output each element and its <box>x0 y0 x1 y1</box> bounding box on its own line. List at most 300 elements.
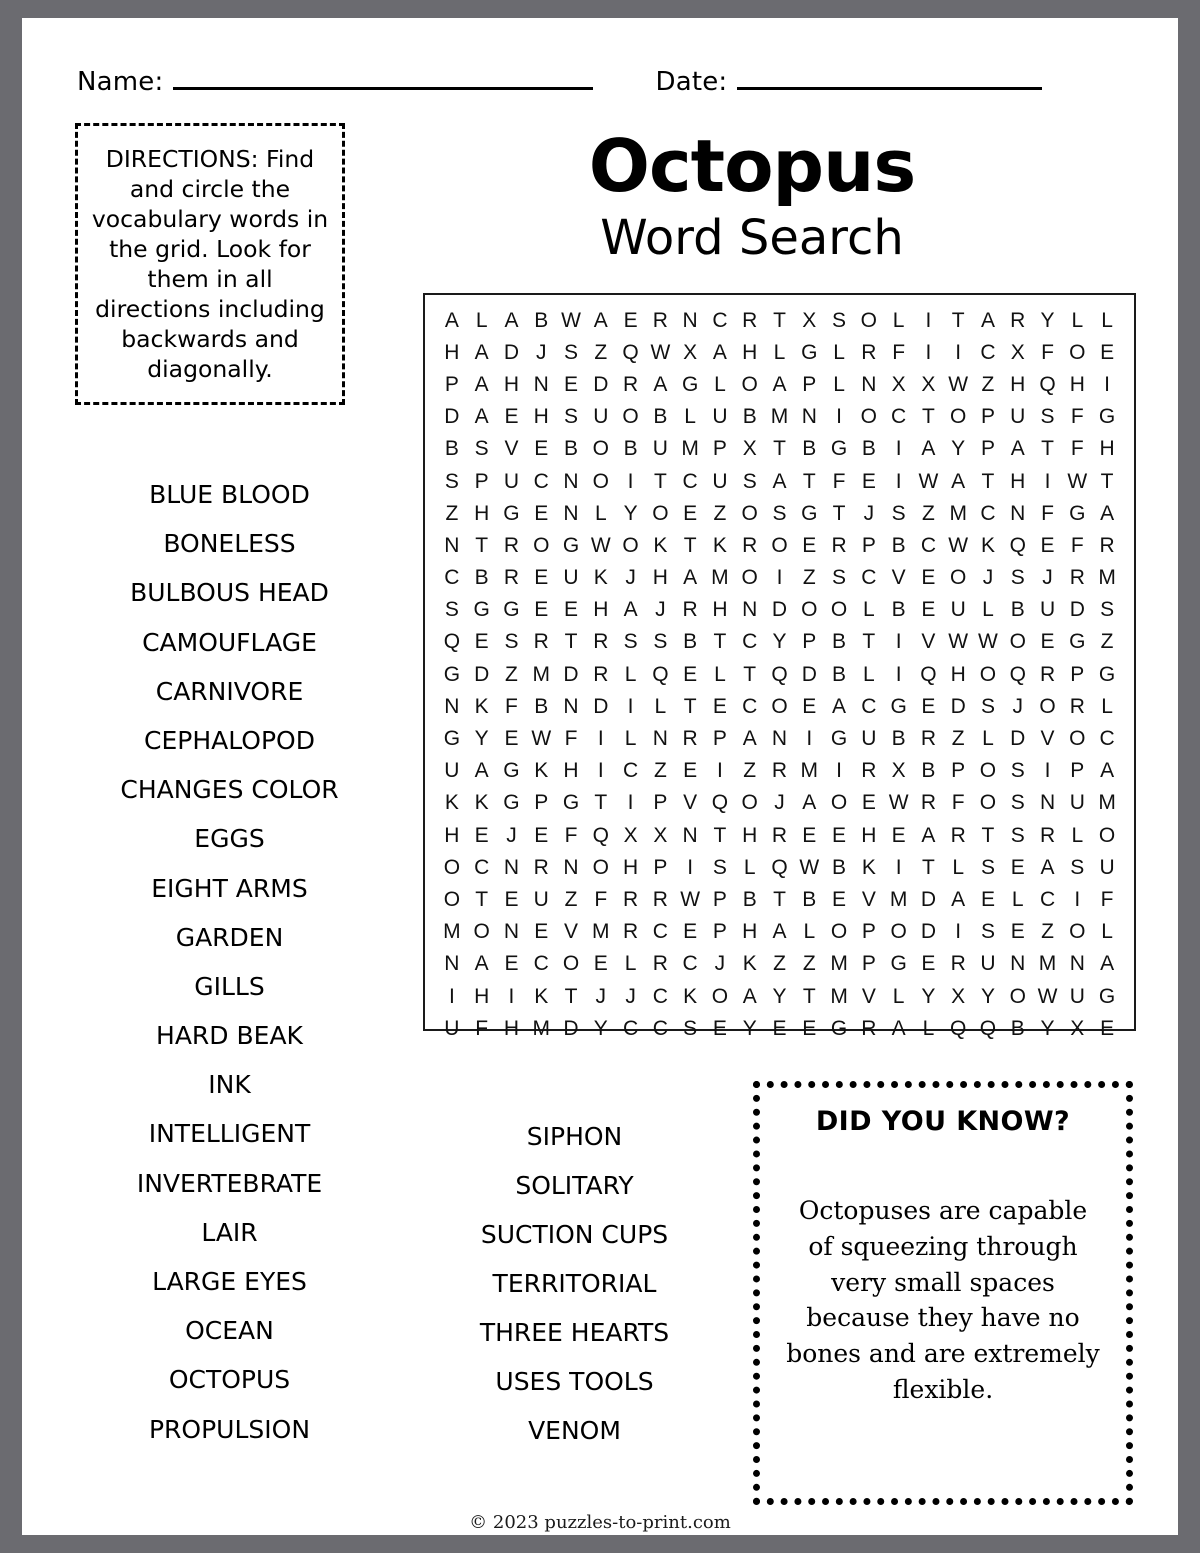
grid-cell[interactable]: I <box>1104 372 1111 396</box>
grid-cell[interactable]: I <box>925 340 932 364</box>
grid-cell[interactable]: D <box>950 694 966 718</box>
grid-cell[interactable]: H <box>652 566 668 590</box>
grid-cell[interactable]: C <box>1039 887 1056 911</box>
grid-cell[interactable]: Y <box>772 630 787 654</box>
grid-cell[interactable]: T <box>743 662 757 686</box>
grid-cell[interactable]: L <box>1071 308 1084 332</box>
grid-cell[interactable]: Q <box>1039 372 1056 396</box>
grid-cell[interactable]: M <box>889 887 908 911</box>
grid-cell[interactable]: L <box>624 727 637 751</box>
grid-cell[interactable]: Q <box>622 340 639 364</box>
grid-cell[interactable]: E <box>832 887 847 911</box>
grid-cell[interactable]: O <box>711 984 729 1008</box>
grid-cell[interactable]: E <box>980 887 995 911</box>
grid-cell[interactable]: S <box>742 469 757 493</box>
grid-cell[interactable]: A <box>951 887 966 911</box>
grid-cell[interactable]: G <box>830 437 848 461</box>
grid-cell[interactable]: J <box>655 598 666 622</box>
grid-cell[interactable]: Z <box>743 759 757 783</box>
grid-cell[interactable]: C <box>533 469 549 493</box>
grid-cell[interactable]: L <box>833 372 845 396</box>
grid-cell[interactable]: L <box>1101 694 1113 718</box>
word-list-item[interactable]: TERRITORIAL <box>492 1269 657 1298</box>
grid-cell[interactable]: V <box>1040 727 1055 751</box>
grid-cell[interactable]: E <box>802 1016 817 1040</box>
grid-cell[interactable]: R <box>1069 566 1085 590</box>
grid-cell[interactable]: H <box>444 823 460 847</box>
grid-cell[interactable]: L <box>922 1016 935 1040</box>
grid-cell[interactable]: W <box>948 372 969 396</box>
grid-cell[interactable]: H <box>474 501 490 525</box>
grid-cell[interactable]: Z <box>653 759 667 783</box>
grid-cell[interactable]: H <box>563 759 579 783</box>
grid-cell[interactable]: J <box>595 984 607 1008</box>
grid-cell[interactable]: R <box>861 759 877 783</box>
grid-cell[interactable]: F <box>564 727 578 751</box>
grid-cell[interactable]: R <box>503 533 520 557</box>
grid-cell[interactable]: Z <box>802 952 816 976</box>
grid-cell[interactable]: I <box>955 340 962 364</box>
grid-cell[interactable]: C <box>861 566 877 590</box>
grid-cell[interactable]: R <box>533 855 549 879</box>
word-list-item[interactable]: EGGS <box>194 824 265 854</box>
grid-cell[interactable]: H <box>742 823 758 847</box>
grid-cell[interactable]: C <box>533 952 549 976</box>
grid-cell[interactable]: G <box>830 727 848 751</box>
grid-cell[interactable]: I <box>955 920 962 944</box>
grid-cell[interactable]: U <box>1010 405 1026 429</box>
grid-cell[interactable]: O <box>830 598 848 622</box>
grid-cell[interactable]: N <box>682 823 698 847</box>
grid-cell[interactable]: N <box>742 598 758 622</box>
grid-cell[interactable]: H <box>742 340 758 364</box>
grid-cell[interactable]: I <box>1044 759 1051 783</box>
grid-cell[interactable]: F <box>1041 501 1054 525</box>
grid-cell[interactable]: P <box>712 920 727 944</box>
grid-cell[interactable]: O <box>741 372 758 396</box>
grid-cell[interactable]: S <box>474 437 489 461</box>
grid-cell[interactable]: O <box>741 501 758 525</box>
grid-cell[interactable]: O <box>592 437 609 461</box>
grid-cell[interactable]: N <box>1010 501 1026 525</box>
grid-cell[interactable]: L <box>1011 887 1024 911</box>
grid-cell[interactable]: D <box>771 598 788 622</box>
grid-cell[interactable]: U <box>1099 855 1115 879</box>
word-list-item[interactable]: CHANGES COLOR <box>120 775 339 805</box>
grid-cell[interactable]: I <box>627 791 634 815</box>
grid-cell[interactable]: P <box>951 759 966 783</box>
grid-cell[interactable]: P <box>653 791 668 815</box>
grid-cell[interactable]: T <box>683 533 697 557</box>
grid-cell[interactable]: M <box>532 1016 550 1040</box>
grid-cell[interactable]: I <box>627 694 634 718</box>
grid-cell[interactable]: L <box>952 855 965 879</box>
grid-cell[interactable]: P <box>861 533 876 557</box>
grid-cell[interactable]: P <box>802 630 817 654</box>
grid-cell[interactable]: O <box>771 533 788 557</box>
grid-cell[interactable]: T <box>1041 437 1054 461</box>
grid-cell[interactable]: S <box>1010 823 1025 847</box>
grid-cell[interactable]: J <box>1042 566 1053 590</box>
word-list-item[interactable]: OCEAN <box>185 1316 274 1346</box>
grid-cell[interactable]: A <box>444 308 459 332</box>
grid-cell[interactable]: A <box>772 920 787 944</box>
grid-cell[interactable]: J <box>625 566 636 590</box>
grid-cell[interactable]: X <box>653 823 668 847</box>
grid-cell[interactable]: E <box>534 920 549 944</box>
grid-cell[interactable]: I <box>597 727 604 751</box>
grid-cell[interactable]: K <box>712 533 727 557</box>
grid-cell[interactable]: B <box>534 308 549 332</box>
grid-cell[interactable]: Z <box>981 372 995 396</box>
grid-cell[interactable]: I <box>717 759 723 783</box>
grid-cell[interactable]: W <box>888 791 909 815</box>
grid-cell[interactable]: O <box>979 791 997 815</box>
grid-cell[interactable]: N <box>563 469 579 493</box>
grid-cell[interactable]: G <box>1098 984 1116 1008</box>
grid-cell[interactable]: X <box>683 340 698 364</box>
grid-cell[interactable]: E <box>683 501 698 525</box>
grid-cell[interactable]: H <box>742 920 758 944</box>
grid-cell[interactable]: S <box>444 469 459 493</box>
grid-cell[interactable]: Q <box>920 662 937 686</box>
grid-cell[interactable]: H <box>1010 469 1026 493</box>
grid-cell[interactable]: G <box>1069 630 1086 654</box>
grid-cell[interactable]: F <box>1070 437 1084 461</box>
grid-cell[interactable]: T <box>802 469 816 493</box>
grid-cell[interactable]: I <box>895 437 902 461</box>
grid-cell[interactable]: F <box>1041 340 1054 364</box>
grid-cell[interactable]: C <box>742 694 758 718</box>
grid-cell[interactable]: R <box>593 630 609 654</box>
grid-cell[interactable]: F <box>1070 533 1084 557</box>
grid-cell[interactable]: R <box>593 662 609 686</box>
grid-cell[interactable]: S <box>504 630 519 654</box>
word-search-grid[interactable] <box>423 293 1136 1040</box>
grid-cell[interactable]: C <box>444 566 460 590</box>
word-list-item[interactable]: CAMOUFLAGE <box>142 627 317 657</box>
grid-cell[interactable]: Q <box>1009 533 1026 557</box>
grid-cell[interactable]: A <box>921 437 936 461</box>
grid-cell[interactable]: A <box>653 372 668 396</box>
grid-cell[interactable]: V <box>921 630 936 654</box>
grid-cell[interactable]: E <box>891 823 906 847</box>
grid-cell[interactable]: J <box>714 952 726 976</box>
grid-cell[interactable]: T <box>1100 469 1114 493</box>
grid-cell[interactable]: K <box>593 566 608 590</box>
grid-cell[interactable]: A <box>623 598 638 622</box>
grid-cell[interactable]: E <box>504 952 519 976</box>
grid-cell[interactable]: G <box>890 694 907 718</box>
grid-cell[interactable]: X <box>802 308 817 332</box>
grid-cell[interactable]: M <box>711 566 729 590</box>
grid-cell[interactable]: N <box>1069 952 1085 976</box>
grid-cell[interactable]: T <box>564 984 578 1008</box>
grid-cell[interactable]: R <box>920 791 936 815</box>
grid-cell[interactable]: V <box>683 791 698 815</box>
grid-cell[interactable]: Z <box>921 501 935 525</box>
grid-cell[interactable]: N <box>1010 952 1026 976</box>
grid-cell[interactable]: D <box>593 694 609 718</box>
grid-cell[interactable]: Z <box>713 501 727 525</box>
date-write-line[interactable] <box>737 66 1042 90</box>
grid-cell[interactable]: M <box>1098 791 1116 815</box>
grid-cell[interactable]: C <box>652 984 668 1008</box>
grid-cell[interactable]: Q <box>771 855 788 879</box>
grid-cell[interactable]: R <box>1039 662 1056 686</box>
grid-cell[interactable]: O <box>860 308 878 332</box>
grid-cell[interactable]: N <box>563 694 579 718</box>
grid-cell[interactable]: B <box>832 662 847 686</box>
grid-cell[interactable]: C <box>622 1016 639 1040</box>
grid-cell[interactable]: N <box>444 533 460 557</box>
word-list-item[interactable]: THREE HEARTS <box>479 1318 670 1347</box>
grid-cell[interactable]: G <box>801 340 818 364</box>
grid-cell[interactable]: R <box>1039 823 1056 847</box>
grid-cell[interactable]: E <box>1040 630 1055 654</box>
word-list-item[interactable]: BONELESS <box>163 529 296 559</box>
grid-cell[interactable]: Y <box>474 727 489 751</box>
grid-cell[interactable]: R <box>771 759 788 783</box>
grid-cell[interactable]: A <box>921 823 936 847</box>
grid-cell[interactable]: R <box>622 920 639 944</box>
grid-cell[interactable]: Q <box>1009 662 1026 686</box>
grid-cell[interactable]: S <box>564 340 579 364</box>
grid-cell[interactable]: T <box>832 501 846 525</box>
grid-cell[interactable]: A <box>1010 437 1025 461</box>
grid-cell[interactable]: O <box>741 791 758 815</box>
grid-cell[interactable]: L <box>475 308 488 332</box>
grid-cell[interactable]: B <box>891 533 906 557</box>
grid-cell[interactable]: T <box>981 823 995 847</box>
grid-cell[interactable]: G <box>443 727 461 751</box>
grid-cell[interactable]: G <box>473 598 490 622</box>
grid-cell[interactable]: C <box>861 694 877 718</box>
grid-cell[interactable]: H <box>593 598 609 622</box>
grid-cell[interactable]: K <box>534 984 549 1008</box>
grid-cell[interactable]: A <box>1100 759 1115 783</box>
grid-cell[interactable]: S <box>623 630 638 654</box>
grid-cell[interactable]: O <box>1069 340 1086 364</box>
grid-cell[interactable]: M <box>443 920 461 944</box>
word-list-item[interactable]: SOLITARY <box>515 1171 634 1200</box>
grid-cell[interactable]: V <box>504 437 519 461</box>
grid-cell[interactable]: H <box>503 372 520 396</box>
grid-cell[interactable]: B <box>564 437 579 461</box>
grid-cell[interactable]: D <box>801 662 817 686</box>
grid-cell[interactable]: S <box>683 1016 698 1040</box>
grid-cell[interactable]: E <box>534 566 549 590</box>
grid-cell[interactable]: S <box>891 501 906 525</box>
grid-cell[interactable]: E <box>712 1016 727 1040</box>
grid-cell[interactable]: T <box>475 887 489 911</box>
grid-cell[interactable]: R <box>950 952 966 976</box>
grid-cell[interactable]: K <box>444 791 459 815</box>
grid-cell[interactable]: A <box>742 727 757 751</box>
grid-cell[interactable]: E <box>772 1016 787 1040</box>
grid-cell[interactable]: E <box>683 662 698 686</box>
grid-cell[interactable]: J <box>506 823 517 847</box>
grid-cell[interactable]: T <box>862 630 876 654</box>
grid-cell[interactable]: A <box>593 308 608 332</box>
grid-cell[interactable]: L <box>773 340 786 364</box>
grid-cell[interactable]: I <box>1074 887 1081 911</box>
grid-cell[interactable]: A <box>504 308 519 332</box>
grid-cell[interactable]: B <box>832 855 847 879</box>
grid-cell[interactable]: A <box>951 469 966 493</box>
grid-cell[interactable]: R <box>652 308 668 332</box>
grid-cell[interactable]: X <box>951 984 966 1008</box>
grid-cell[interactable]: C <box>980 340 996 364</box>
grid-cell[interactable]: M <box>1038 952 1057 976</box>
grid-cell[interactable]: R <box>682 727 698 751</box>
grid-cell[interactable]: B <box>534 694 549 718</box>
grid-cell[interactable]: L <box>624 662 637 686</box>
grid-cell[interactable]: T <box>683 694 697 718</box>
grid-cell[interactable]: Z <box>1100 630 1114 654</box>
grid-cell[interactable]: G <box>443 662 461 686</box>
grid-cell[interactable]: R <box>861 1016 877 1040</box>
grid-cell[interactable]: Q <box>771 662 788 686</box>
grid-cell[interactable]: C <box>652 1016 668 1040</box>
grid-cell[interactable]: E <box>712 694 727 718</box>
grid-cell[interactable]: R <box>1010 308 1026 332</box>
grid-cell[interactable]: N <box>771 727 788 751</box>
grid-cell[interactable]: B <box>623 437 638 461</box>
grid-cell[interactable]: L <box>982 598 994 622</box>
grid-cell[interactable]: A <box>980 308 995 332</box>
grid-cell[interactable]: D <box>920 920 936 944</box>
grid-cell[interactable]: Y <box>1040 308 1055 332</box>
grid-cell[interactable]: C <box>980 501 996 525</box>
grid-cell[interactable]: E <box>921 694 936 718</box>
grid-cell[interactable]: C <box>920 533 936 557</box>
grid-cell[interactable]: L <box>743 855 756 879</box>
grid-cell[interactable]: F <box>832 469 846 493</box>
grid-cell[interactable]: L <box>714 372 726 396</box>
grid-cell[interactable]: O <box>801 598 818 622</box>
grid-cell[interactable]: G <box>503 791 520 815</box>
grid-cell[interactable]: U <box>861 727 877 751</box>
grid-cell[interactable]: N <box>444 952 460 976</box>
grid-cell[interactable]: I <box>895 469 902 493</box>
grid-cell[interactable]: G <box>681 372 699 396</box>
grid-cell[interactable]: E <box>534 598 549 622</box>
word-list-item[interactable]: BLUE BLOOD <box>149 480 310 509</box>
grid-cell[interactable]: N <box>444 694 460 718</box>
grid-cell[interactable]: B <box>861 437 876 461</box>
grid-cell[interactable]: U <box>533 887 549 911</box>
grid-cell[interactable]: O <box>622 533 639 557</box>
grid-cell[interactable]: E <box>504 887 519 911</box>
grid-cell[interactable]: X <box>742 437 757 461</box>
word-list-item[interactable]: PROPULSION <box>148 1414 311 1444</box>
grid-cell[interactable]: L <box>892 984 905 1008</box>
grid-cell[interactable]: I <box>925 308 932 332</box>
grid-cell[interactable]: Z <box>951 727 965 751</box>
grid-cell[interactable]: D <box>1010 727 1026 751</box>
grid-cell[interactable]: L <box>1101 920 1113 944</box>
grid-cell[interactable]: H <box>861 823 877 847</box>
grid-cell[interactable]: L <box>803 920 816 944</box>
grid-cell[interactable]: R <box>950 823 966 847</box>
grid-cell[interactable]: I <box>836 405 842 429</box>
grid-cell[interactable]: O <box>443 887 461 911</box>
grid-cell[interactable]: C <box>474 855 490 879</box>
grid-cell[interactable]: A <box>712 340 727 364</box>
grid-cell[interactable]: B <box>653 405 668 429</box>
grid-cell[interactable]: S <box>980 694 995 718</box>
grid-cell[interactable]: F <box>505 694 518 718</box>
grid-cell[interactable]: Z <box>1041 920 1054 944</box>
grid-cell[interactable]: R <box>771 823 788 847</box>
grid-cell[interactable]: F <box>892 340 906 364</box>
grid-cell[interactable]: C <box>712 308 728 332</box>
grid-cell[interactable]: G <box>890 952 907 976</box>
grid-cell[interactable]: R <box>503 566 520 590</box>
grid-cell[interactable]: C <box>742 630 758 654</box>
grid-cell[interactable]: E <box>534 823 549 847</box>
grid-cell[interactable]: X <box>1010 340 1025 364</box>
grid-cell[interactable]: K <box>861 855 876 879</box>
word-list-item[interactable]: BULBOUS HEAD <box>130 578 329 608</box>
grid-cell[interactable]: O <box>890 920 907 944</box>
grid-cell[interactable]: M <box>800 759 819 783</box>
grid-cell[interactable]: T <box>594 791 608 815</box>
grid-cell[interactable]: K <box>683 984 698 1008</box>
grid-cell[interactable]: H <box>712 598 728 622</box>
grid-cell[interactable]: Z <box>773 952 786 976</box>
grid-cell[interactable]: S <box>653 630 668 654</box>
grid-cell[interactable]: I <box>836 759 842 783</box>
grid-cell[interactable]: T <box>802 984 816 1008</box>
grid-cell[interactable]: I <box>895 662 902 686</box>
grid-cell[interactable]: D <box>563 1016 579 1040</box>
grid-cell[interactable]: E <box>802 823 817 847</box>
grid-cell[interactable]: G <box>830 1016 848 1040</box>
grid-cell[interactable]: A <box>1100 501 1115 525</box>
grid-cell[interactable]: H <box>1069 372 1085 396</box>
grid-cell[interactable]: W <box>918 469 939 493</box>
grid-cell[interactable]: E <box>921 952 936 976</box>
grid-cell[interactable]: E <box>474 630 489 654</box>
grid-cell[interactable]: B <box>891 727 906 751</box>
grid-cell[interactable]: Z <box>802 566 816 590</box>
grid-cell[interactable]: I <box>895 855 902 879</box>
grid-cell[interactable]: H <box>503 1016 520 1040</box>
grid-cell[interactable]: T <box>921 855 935 879</box>
grid-cell[interactable]: Y <box>593 1016 608 1040</box>
grid-cell[interactable]: A <box>474 952 489 976</box>
grid-cell[interactable]: Y <box>772 984 787 1008</box>
grid-cell[interactable]: R <box>682 598 698 622</box>
grid-cell[interactable]: M <box>770 405 789 429</box>
grid-cell[interactable]: F <box>1100 887 1114 911</box>
grid-cell[interactable]: F <box>1070 405 1084 429</box>
grid-cell[interactable]: S <box>980 855 995 879</box>
grid-cell[interactable]: P <box>534 791 549 815</box>
grid-cell[interactable]: L <box>654 694 667 718</box>
grid-cell[interactable]: L <box>624 952 637 976</box>
grid-cell[interactable]: S <box>712 855 727 879</box>
grid-cell[interactable]: E <box>832 823 847 847</box>
grid-cell[interactable]: H <box>533 405 549 429</box>
grid-cell[interactable]: Y <box>1040 1016 1055 1040</box>
grid-cell[interactable]: A <box>802 791 817 815</box>
grid-cell[interactable]: O <box>771 694 788 718</box>
grid-cell[interactable]: O <box>860 405 878 429</box>
grid-cell[interactable]: X <box>921 372 936 396</box>
